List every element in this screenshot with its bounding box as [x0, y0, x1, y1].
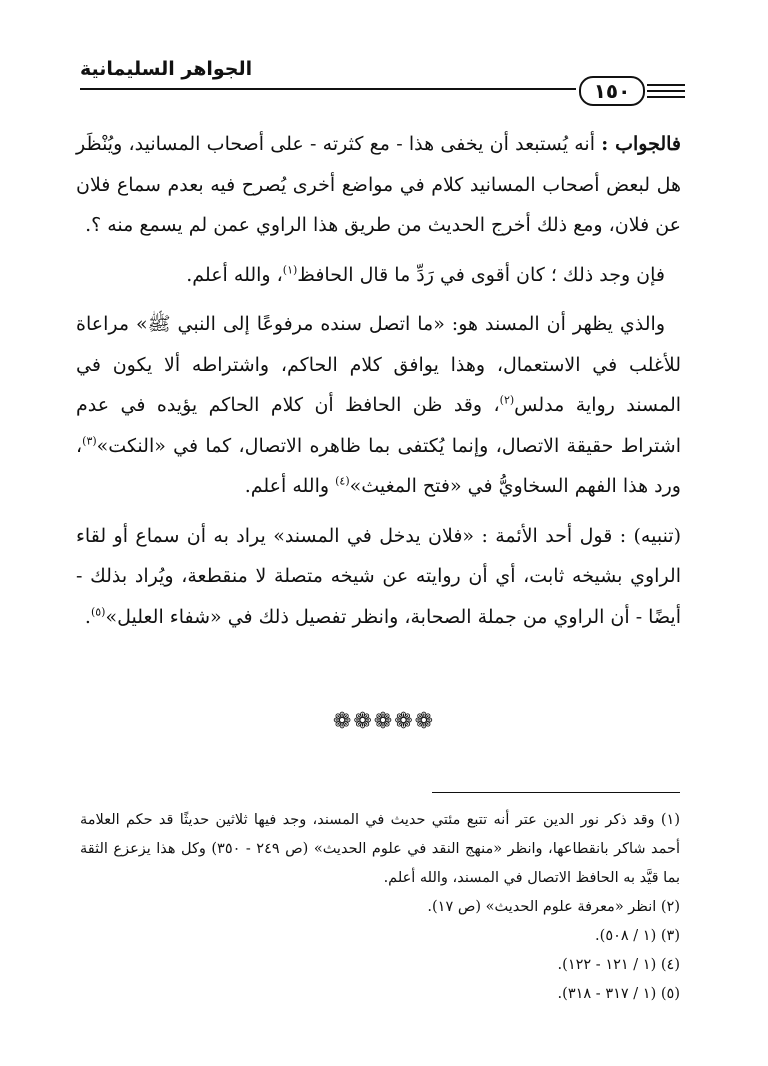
- definition-text-d: والله أعلم.: [244, 475, 336, 497]
- paragraph-musnad-definition: [76, 304, 681, 507]
- running-header-title: الجواهر السليمانية: [80, 58, 253, 80]
- footnote-rule: [432, 792, 680, 793]
- page-number: ١٥٠: [579, 76, 645, 106]
- footnote-2: (٢) انظر «معرفة علوم الحديث» (ص ١٧).: [427, 899, 680, 915]
- footnote-4: (٤) (١ / ١٢١ - ١٢٢).: [557, 957, 680, 973]
- header-rule: [80, 88, 576, 90]
- footnote-1: (١) وقد ذكر نور الدين عتر أنه تتبع مئتي حديث في المسند، وجد فيها ثلاثين حديثًا قد حكم العلامة أحمد شاكر بانقطاعها، وانظر «منهج النقد في علوم الحديث» (ص ٢٤٩ - ٣٥٠) وكل هذا يزعزع الثقة بما قيَّد به الحافظ الاتصال في المسند، والله أعلم.: [80, 812, 681, 886]
- footnote-ref-3: (٣): [82, 434, 97, 448]
- definition-text-c: ، ورد هذا الفهم السخاويُّ في «فتح المغيث»: [76, 434, 681, 497]
- paragraph-answer: [76, 124, 681, 246]
- footnote-ref-5: (٥): [90, 605, 106, 619]
- answer-text: أنه يُستبعد أن يخفى هذا - مع كثرته - على أصحاب المسانيد، ويُنْظَر هل لبعض أصحاب المسانيد كلام في مواضع أخرى يُصرح فيه بعدم سماع فلان عن فلان، ومع ذلك أخرج الحديث من طريق هذا الراوي عمن لم يسمع منه ؟.: [76, 133, 681, 236]
- note-end: .: [84, 605, 91, 628]
- footnotes: [80, 806, 680, 1009]
- definition-text-b: ، وقد ظن الحافظ أن كلام الحاكم يؤيده في عدم اشتراط حقيقة الاتصال، وإنما يُكتفى بما ظاهره الاتصال، كما في «النكت»: [76, 394, 681, 457]
- conclusion-end: ، والله أعلم.: [186, 263, 283, 286]
- footnote-5: (٥) (١ / ٣١٧ - ٣١٨).: [557, 986, 680, 1002]
- section-ornament: ❁❁❁❁❁: [332, 709, 436, 734]
- header-rule-right: [647, 90, 685, 92]
- paragraph-conclusion: [76, 255, 681, 296]
- paragraph-note: [76, 516, 681, 638]
- footnote-ref-2: (٢): [499, 393, 515, 407]
- note-text: (تنبيه) : قول أحد الأئمة : «فلان يدخل في المسند» يراد به أن سماع أو لقاء الراوي بشيخه ثابت، أي أن روايته عن شيخه متصلة لا منقطعة، ويُراد بذلك - أيضًا - أن الراوي من جملة الصحابة، وانظر تفصيل ذلك في «شفاء العليل»: [76, 524, 681, 628]
- footnote-ref-1: (١): [282, 263, 298, 277]
- header-rule-right: [647, 84, 685, 86]
- header-rule-right: [647, 96, 685, 98]
- main-text: [76, 124, 681, 646]
- definition-text-a: والذي يظهر أن المسند هو: «ما اتصل سنده مرفوعًا إلى النبي ﷺ» مراعاة للأغلب في الاستعمال، وهذا يوافق كلام الحاكم، واشتراطه ألا يكون في المسند رواية مدلس: [76, 313, 682, 416]
- conclusion-text: فإن وجد ذلك ؛ كان أقوى في رَدِّ ما قال الحافظ: [297, 263, 665, 286]
- answer-lead: فالجواب :: [601, 133, 681, 155]
- footnote-3: (٣) (١ / ٥٠٨).: [595, 928, 680, 944]
- footnote-ref-4: (٤): [335, 474, 350, 488]
